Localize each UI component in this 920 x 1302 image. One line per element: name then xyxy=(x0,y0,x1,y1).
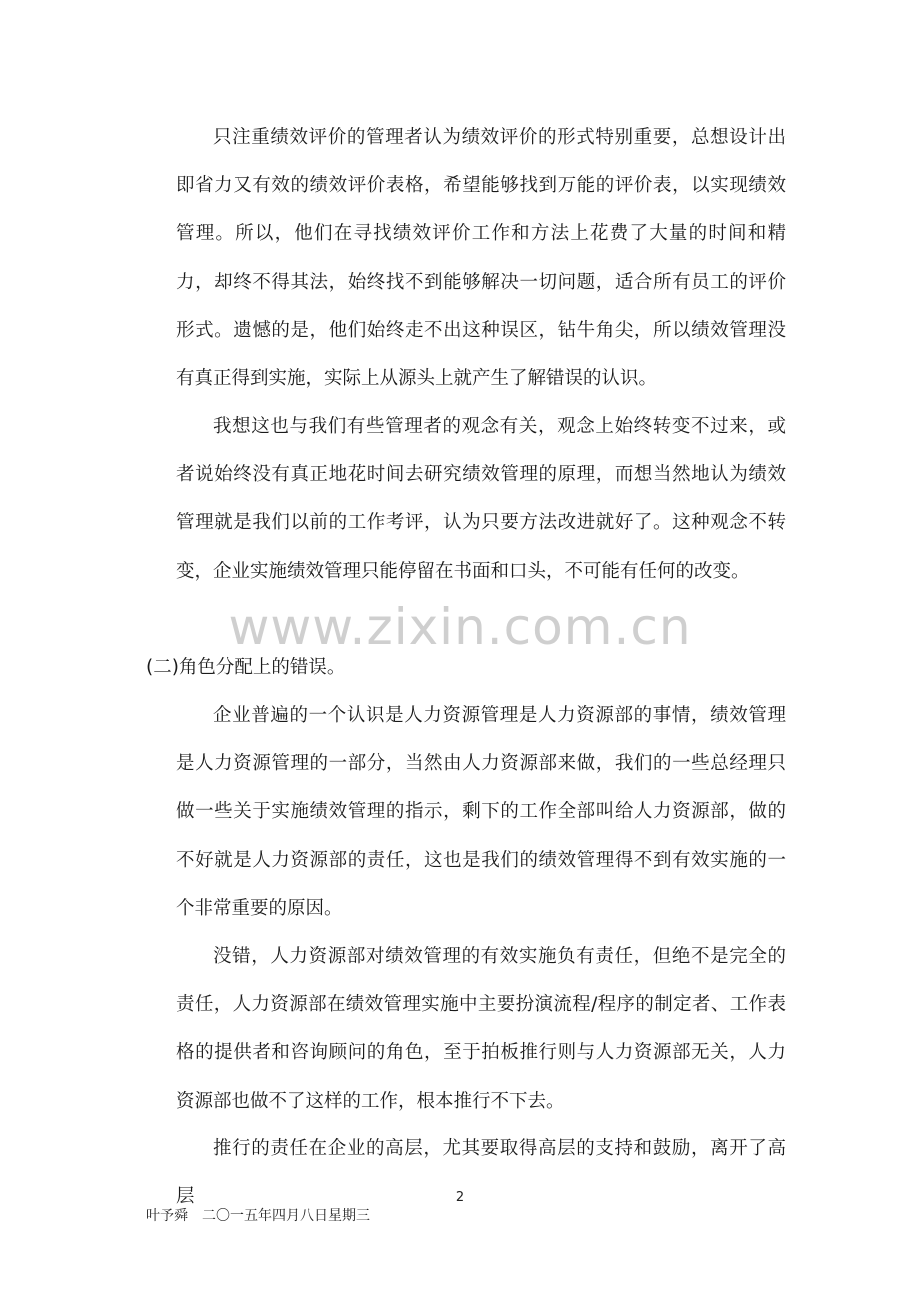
paragraph-4: 没错，人力资源部对绩效管理的有效实施负有责任，但绝不是完全的责任，人力资源部在绩效管理实施中主要扮演流程/程序的制定者、工作表格的提供者和咨询顾问的角色，至于拍板推行则与人力资源部无关，人力资源部也做不了这样的工作，根本推行不下去。 xyxy=(176,946,786,1112)
footer-author-date: 叶予舜 二〇一五年四月八日星期三 xyxy=(146,1208,370,1224)
paragraph-2: 我想这也与我们有些管理者的观念有关，观念上始终转变不过来，或者说始终没有真正地花时间去研究绩效管理的原理，而想当然地认为绩效管理就是我们以前的工作考评，认为只要方法改进就好了。这种观念不转变，企业实施绩效管理只能停留在书面和口头，不可能有任何的改变。 xyxy=(176,416,786,582)
section-heading: (二)角色分配上的错误。 xyxy=(146,657,346,678)
paragraph-3: 企业普遍的一个认识是人力资源管理是人力资源部的事情，绩效管理是人力资源管理的一部分，当然由人力资源部来做，我们的一些总经理只做一些关于实施绩效管理的指示，剩下的工作全部叫给人力资源部，做的不好就是人力资源部的责任，这也是我们的绩效管理得不到有效实施的一个非常重要的原因。 xyxy=(176,705,786,919)
paragraph-5: 推行的责任在企业的高层，尤其要取得高层的支持和鼓励，离开了高层 xyxy=(176,1138,786,1208)
page-number: 2 xyxy=(455,1190,465,1205)
watermark: www.zixin.com.cn xyxy=(228,598,692,656)
paragraph-1: 只注重绩效评价的管理者认为绩效评价的形式特别重要，总想设计出即省力又有效的绩效评价表格，希望能够找到万能的评价表，以实现绩效管理。所以，他们在寻找绩效评价工作和方法上花费了大量的时间和精力，却终不得其法，始终找不到能够解决一切问题，适合所有员工的评价形式。遗憾的是，他们始终走不出这种误区，钻牛角尖，所以绩效管理没有真正得到实施，实际上从源头上就产生了解错误的认识。 xyxy=(176,127,786,390)
